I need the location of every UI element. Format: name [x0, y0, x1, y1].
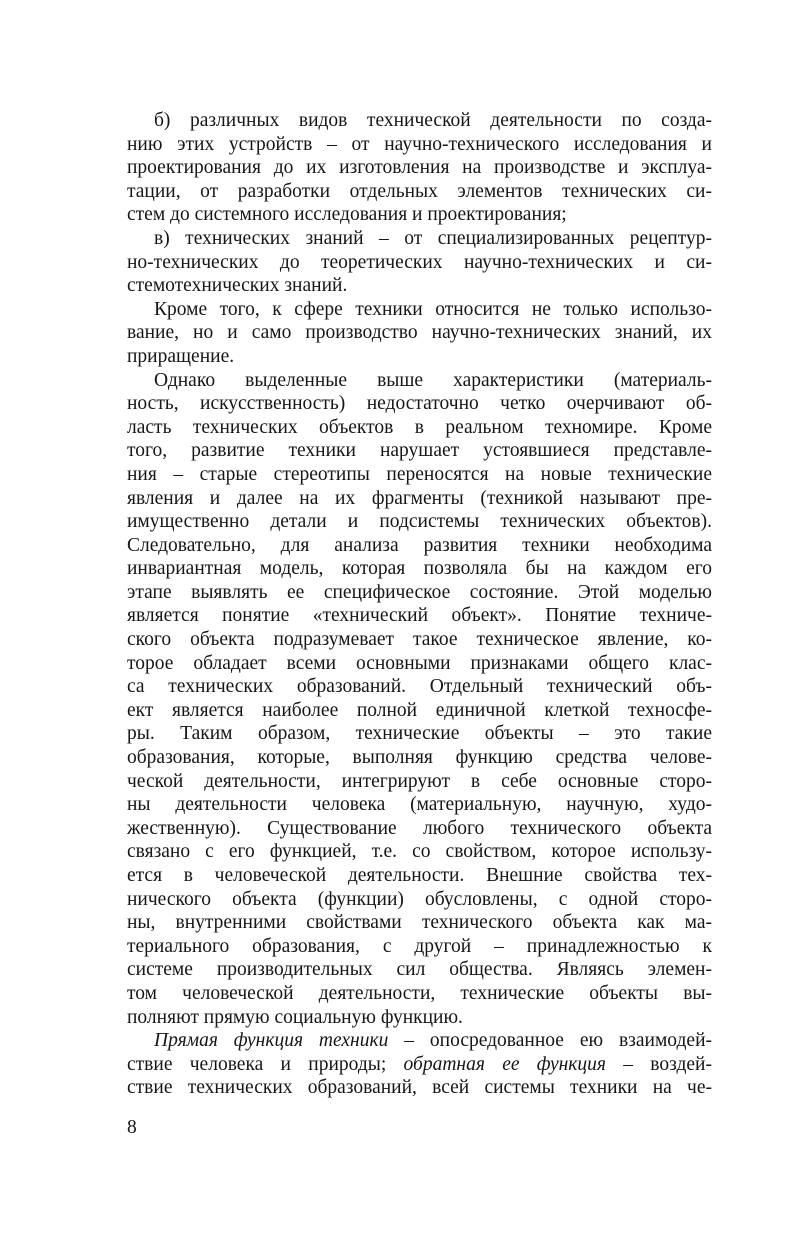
text-line: ния – старые стереотипы переносятся на новые технические	[127, 463, 712, 485]
text-line: Кроме того, к сфере техники относится не только использо-	[154, 298, 712, 320]
text-line: ласть технических объектов в реальном техномире. Кроме	[127, 416, 712, 438]
text-line: ского объекта подразумевает такое техническое явление, ко-	[127, 629, 712, 651]
text-line: ность, искусственность) недостаточно четко очерчивают об-	[127, 393, 712, 415]
text-line: стем до системного исследования и проектирования;	[127, 204, 567, 226]
text-line: инвариантная модель, которая позволяла бы на каждом его	[127, 558, 712, 580]
text-line: этапе выявлять ее специфическое состояние. Этой моделью	[127, 581, 712, 603]
text-line: образования, которые, выполняя функцию средства челове-	[127, 747, 712, 769]
text-line: ствие технических образований, всей системы техники на че-	[127, 1077, 712, 1099]
text-line: приращение.	[127, 345, 235, 367]
text-line: но-технических до теоретических научно-технических и си-	[127, 251, 712, 273]
text-line: Следовательно, для анализа развития техники необходима	[127, 534, 712, 556]
text-segment: – воздей-	[606, 1053, 712, 1075]
page-body	[127, 109, 712, 1100]
page-number: 8	[127, 1117, 137, 1138]
text-line: торое обладает всеми основными признаками общего клас-	[127, 652, 712, 674]
italic-term: Прямая функция техники	[154, 1030, 389, 1052]
text-line: ческой деятельности, интегрируют в себе основные сторо-	[127, 770, 712, 792]
text-line	[127, 1029, 712, 1053]
text-line: того, развитие техники нарушает устоявшиеся представле-	[127, 440, 712, 462]
paragraph	[127, 369, 712, 1030]
text-line: проектирования до их изготовления на производстве и эксплуа-	[127, 157, 712, 179]
text-line: ны деятельности человека (материальную, научную, худо-	[127, 794, 712, 816]
text-line: полняют прямую социальную функцию.	[127, 1006, 463, 1028]
text-line: б) различных видов технической деятельности по созда-	[154, 110, 712, 131]
text-line: ект является наиболее полной единичной клеткой техносфе-	[127, 699, 712, 721]
text-line: имущественно детали и подсистемы технических объектов).	[127, 511, 712, 533]
text-line: тации, от разработки отдельных элементов технических си-	[127, 180, 712, 202]
text-line: Однако выделенные выше характеристики (материаль-	[154, 369, 712, 391]
text-line: является понятие «технический объект». Понятие техниче-	[127, 605, 712, 627]
text-line: ны, внутренними свойствами технического объекта как ма-	[127, 912, 712, 934]
text-line: связано с его функцией, т.е. со свойством, которое использу-	[127, 841, 712, 863]
text-line: жественную). Существование любого технического объекта	[127, 817, 712, 839]
text-line: стемотехнических знаний.	[127, 275, 348, 297]
text-line: том человеческой деятельности, технические объекты вы-	[127, 982, 712, 1004]
paragraph	[127, 227, 712, 298]
text-line: са технических образований. Отдельный технический объ-	[127, 676, 712, 698]
text-line: ры. Таким образом, технические объекты – это такие	[127, 723, 712, 745]
text-line: явления и далее на их фрагменты (техникой называют пре-	[127, 487, 712, 509]
italic-term: обратная ее функция	[403, 1053, 606, 1075]
text-line: териального образования, с другой – принадлежностью к	[127, 935, 712, 957]
text-segment: – опосредованное ею взаимодей-	[388, 1030, 712, 1052]
text-line: нию этих устройств – от научно-технического исследования и	[127, 133, 712, 155]
text-line: вание, но и само производство научно-технических знаний, их	[127, 322, 712, 344]
text-segment: ствие человека и природы;	[127, 1053, 404, 1075]
paragraph	[127, 1029, 712, 1100]
text-line: ется в человеческой деятельности. Внешние свойства тех-	[127, 865, 712, 886]
text-line: системе производительных сил общества. Являясь элемен-	[127, 959, 712, 981]
text-line: нического объекта (функции) обусловлены, с одной сторо-	[127, 888, 712, 910]
paragraph	[127, 109, 712, 227]
paragraph	[127, 298, 712, 369]
text-line: в) технических знаний – от специализированных рецептур-	[154, 227, 712, 249]
text-line	[127, 1053, 712, 1077]
